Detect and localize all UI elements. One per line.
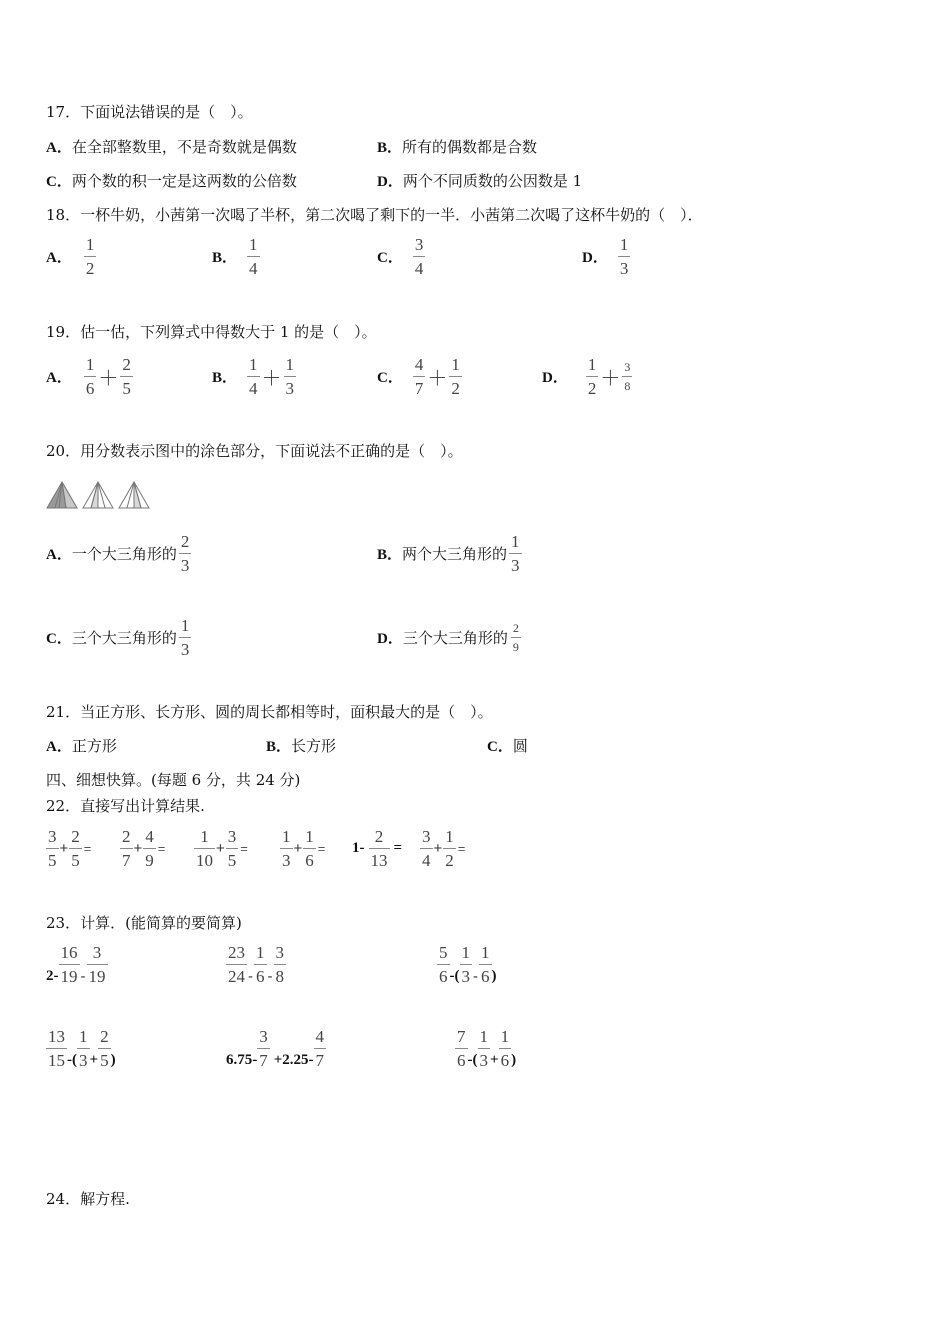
plus-sign: + [490,1052,499,1068]
q20-option-d[interactable] [377,622,521,653]
fraction: 5 6 [439,943,448,986]
q19-option-d[interactable] [542,356,632,397]
triangle-3 [119,482,149,508]
q23-expr-5 [226,1028,326,1069]
option-text: 长方形 [291,737,337,755]
option-label: C． [377,250,403,266]
option-label: A． [46,140,72,156]
q22-item-3 [194,828,248,869]
q18-option-d[interactable] [582,236,630,277]
option-text: 在全部整数里，不是奇数就是偶数 [71,138,297,156]
fraction: $\frac{4}{9}$ [145,827,154,870]
section-heading: 四、细想快算。(每题 6 分，共 24 分) [46,771,301,789]
option-text: 一个大三角形的 [71,545,177,563]
q23-expr-2 [226,944,286,985]
fraction: 3 5 [48,827,57,870]
plus-sign: + [89,1052,99,1068]
q22-stem: 22．直接写出计算结果. [46,797,205,815]
fraction: 1 3 [511,532,520,575]
equals-sign: = [157,841,166,856]
option-text: 两个数的积一定是这两数的公倍数 [71,172,297,190]
option-label: C． [46,174,72,190]
q18-stem: 18．一杯牛奶，小茜第一次喝了半杯，第二次喝了剩下的一半．小茜第二次喝了这杯牛奶的（ ）． [46,206,703,224]
option-label: D． [377,174,403,190]
fraction: 3 19 [88,943,106,986]
fraction: 1 3 [479,1027,488,1070]
equals-sign: = [393,840,403,856]
fraction: 1 2 [587,355,597,398]
fraction: 16 19 [60,943,78,986]
q17-stem: 17．下面说法错误的是（ ）。 [46,103,253,121]
fraction: 1 6 [85,355,95,398]
fraction: $\frac{1}{6}$ [305,827,314,870]
open-paren: -( [67,1052,77,1068]
q20-stem: 20．用分数表示图中的涂色部分，下面说法不正确的是（ ）。 [46,442,463,460]
triangles-figure [46,480,152,510]
q17-option-a[interactable] [46,136,297,157]
open-paren: -( [449,968,460,984]
fraction: $\frac{1}{2}$ [445,827,454,870]
q21-option-c[interactable] [487,735,528,756]
fraction: 3 4 [414,235,424,278]
fraction: $\frac{2}{5}$ [71,827,80,870]
triangle-1 [47,482,77,508]
q17-option-b[interactable] [377,136,537,157]
fraction: $\frac{1}{6}$ [500,1027,510,1070]
q20-option-c[interactable] [46,617,191,658]
plus-sign: ＋ [600,368,621,390]
option-label: B． [212,250,238,266]
q22-item-2 [120,828,165,869]
fraction: 13 15 [48,1027,65,1070]
close-paren: ) [110,1052,116,1068]
plus-sign: + [59,840,69,857]
fraction: $\frac{2}{13}$ [370,827,388,870]
prefix: 2- [46,968,59,984]
fraction: 1 3 [619,235,629,278]
option-label: B． [266,739,292,755]
option-label: C． [46,631,72,647]
q23-expr-6 [455,1028,516,1069]
equals-sign: = [317,841,326,856]
fraction: 2 9 [512,621,519,654]
fraction: 1 4 [249,235,258,278]
plus-sign: + [133,840,143,857]
q18-option-a[interactable] [46,236,96,277]
q22-item-1 [46,828,91,869]
fraction: 1 2 [85,235,95,278]
fraction: 3 8 [275,943,284,986]
q18-option-b[interactable] [212,236,260,277]
fraction: $\frac{3}{5}$ [227,827,237,870]
fraction: 3 7 [259,1027,268,1070]
fraction: 4 7 [315,1027,325,1070]
fraction: 3 4 [422,827,431,870]
q19-stem: 19．估一估，下列算式中得数大于 1 的是（ ）。 [46,323,377,341]
fraction: $\frac{2}{5}$ [100,1027,109,1070]
triangle-2 [83,482,113,508]
option-text: 三个大三角形的 [402,629,508,647]
plus-sign: ＋ [261,368,282,390]
fraction: 1 3 [79,1027,88,1070]
q22-item-5 [352,828,402,869]
option-text: 两个大三角形的 [402,545,508,563]
fraction: 3 8 [624,360,631,393]
minus-sign: - [473,968,478,985]
fraction: 1 3 [285,355,295,398]
minus-sign: - [80,968,86,985]
plus-sign: + [293,840,303,857]
option-text: 圆 [512,737,528,755]
plus-sign: ＋ [98,368,119,390]
plus-sign: + [216,840,225,857]
option-label: C． [377,370,403,386]
option-label: D． [377,631,403,647]
fraction: 1 10 [196,827,213,870]
minus-sign: - [248,968,253,985]
fraction: 1 6 [256,943,265,986]
fraction: 23 24 [228,943,245,986]
option-label: A． [46,739,72,755]
fraction: 7 6 [457,1027,466,1070]
q17-option-d[interactable] [377,170,582,191]
option-label: A． [46,370,72,386]
option-text: 所有的偶数都是合数 [402,138,538,156]
q24-stem: 24．解方程. [46,1190,130,1208]
q19-option-b[interactable] [212,356,296,397]
fraction: 1 3 [461,943,470,986]
option-label: D． [582,250,608,266]
q21-option-b[interactable] [266,735,336,756]
q20-option-a[interactable] [46,533,191,574]
q23-expr-1 [46,944,108,985]
option-text: 两个不同质数的公因数是 1 [402,172,583,190]
q22-item-6 [420,828,465,869]
option-label: D． [542,370,568,386]
q17-option-c[interactable] [46,170,297,191]
q19-option-a[interactable] [46,356,133,397]
equals-sign: = [83,841,92,856]
fraction: 1 2 [451,355,460,398]
q23-expr-3 [437,944,497,985]
close-paren: ) [491,968,497,984]
q20-option-b[interactable] [377,533,522,574]
option-label: C． [487,739,513,755]
term: +2.25- [273,1052,314,1068]
fraction: 1 3 [180,616,190,659]
equals-sign: = [457,841,466,856]
fraction: 2 5 [122,355,131,398]
fraction: 4 7 [414,355,424,398]
option-label: A． [46,250,72,266]
fraction: 2 3 [180,532,190,575]
option-label: B． [212,370,238,386]
term: 6.75- [226,1052,258,1068]
equals-sign: = [240,841,248,856]
close-paren: ) [511,1052,517,1068]
plus-sign: ＋ [427,368,448,390]
prefix: 1- [352,840,365,856]
q21-stem: 21．当正方形、长方形、圆的周长都相等时，面积最大的是（ ）。 [46,703,493,721]
q23-stem: 23．计算．(能简算的要简算) [46,914,242,932]
q18-option-c[interactable] [377,236,425,277]
q22-item-4 [280,828,325,869]
plus-sign: + [433,840,443,857]
option-text: 正方形 [71,737,117,755]
fraction: 1 3 [282,827,291,870]
option-label: B． [377,547,403,563]
open-paren: -( [467,1052,478,1068]
q23-expr-4 [46,1028,116,1069]
option-label: B． [377,140,403,156]
fraction: 2 7 [122,827,131,870]
fraction: 1 6 [481,943,490,986]
q21-option-a[interactable] [46,735,117,756]
minus-sign: - [267,968,273,985]
fraction: 1 4 [249,355,258,398]
option-text: 三个大三角形的 [71,629,177,647]
option-label: A． [46,547,72,563]
q19-option-c[interactable] [377,356,462,397]
